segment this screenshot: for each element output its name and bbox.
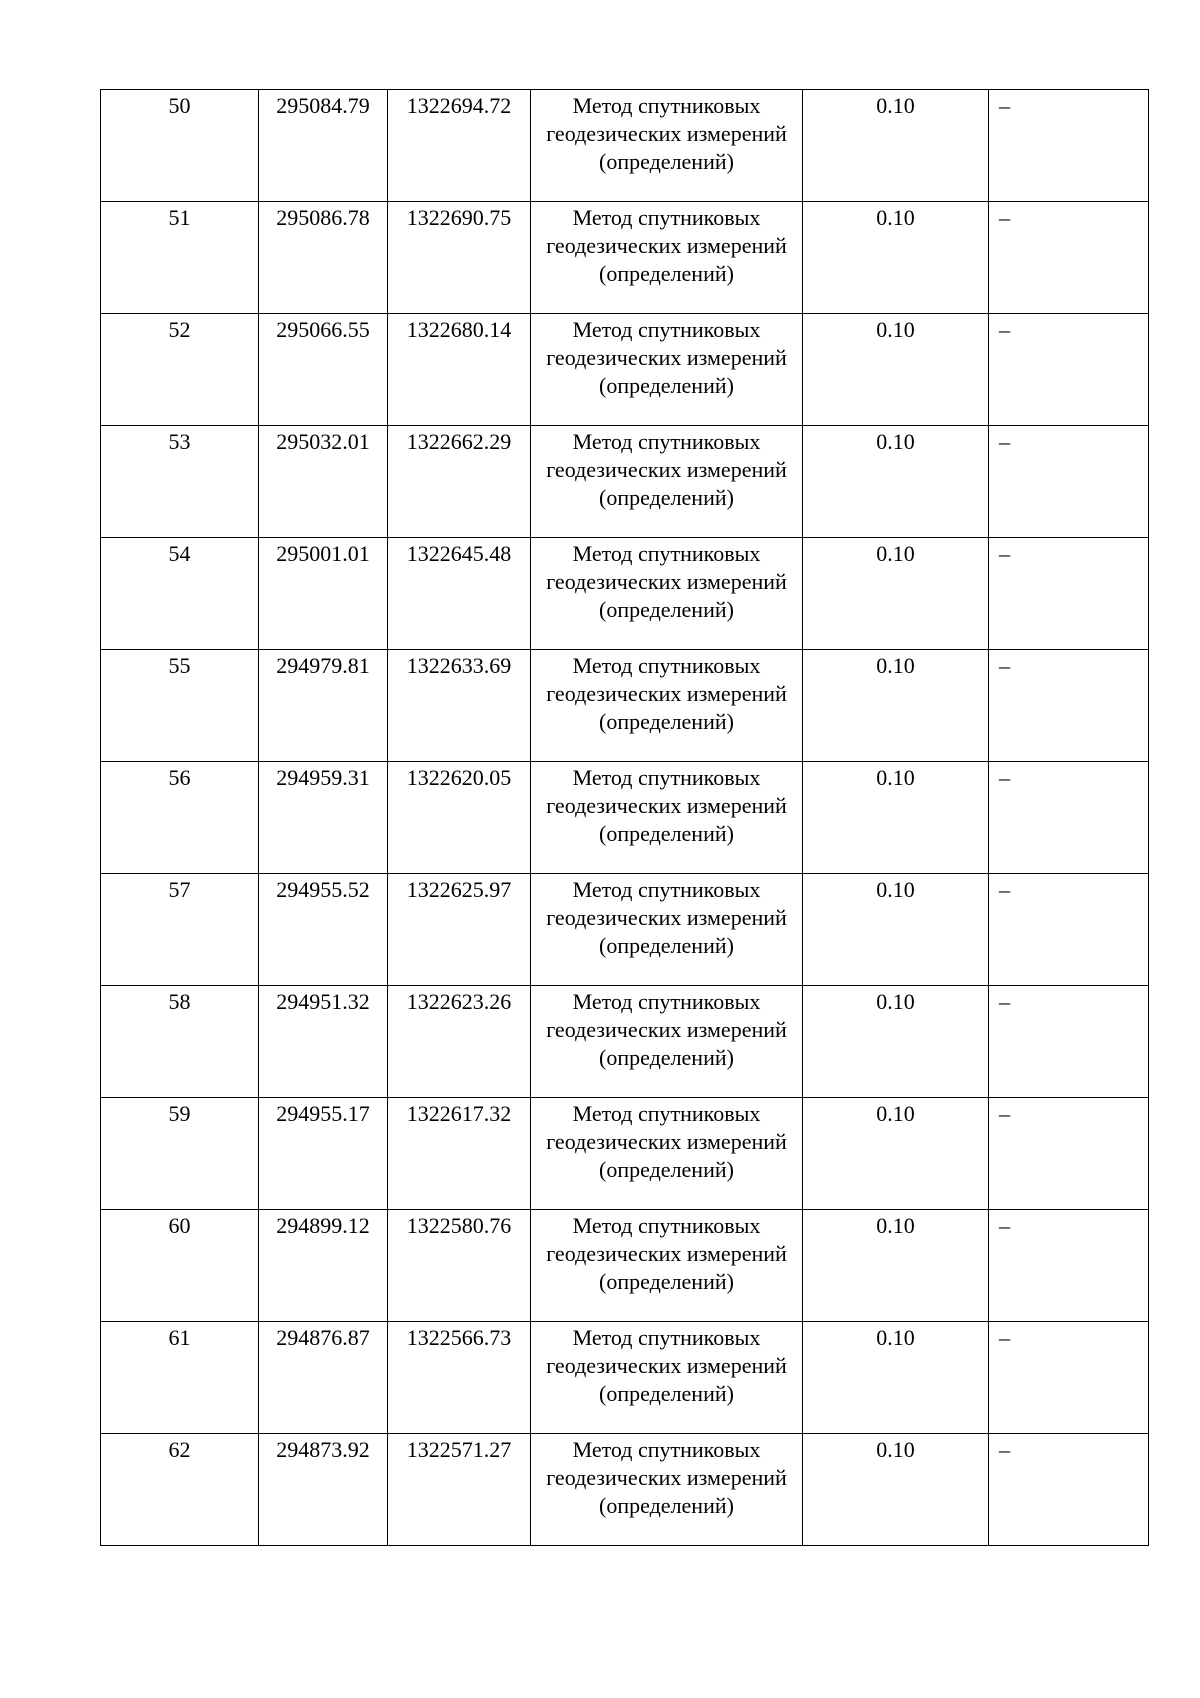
accuracy: 0.10: [876, 541, 915, 566]
point-number-cell: [101, 90, 259, 202]
method: Метод спутниковых геодезических измерений (определений): [546, 429, 787, 510]
method-cell: [531, 1434, 803, 1546]
y-coordinate-cell: [388, 762, 531, 874]
method-cell: [531, 762, 803, 874]
method-cell: [531, 426, 803, 538]
description: –: [999, 989, 1010, 1014]
description: –: [999, 93, 1010, 118]
accuracy-cell: [803, 1434, 989, 1546]
coordinates-table: [100, 89, 1149, 1546]
x-coordinate-cell: [259, 314, 388, 426]
method: Метод спутниковых геодезических измерений (определений): [546, 541, 787, 622]
method: Метод спутниковых геодезических измерений (определений): [546, 877, 787, 958]
accuracy-cell: [803, 986, 989, 1098]
y-coordinate: 1322566.73: [406, 1325, 512, 1350]
point-number: 57: [168, 877, 191, 902]
method: Метод спутниковых геодезических измерений (определений): [546, 1437, 787, 1518]
point-number-cell: [101, 538, 259, 650]
x-coordinate: 295032.01: [276, 429, 370, 454]
table-row: [101, 986, 1149, 1098]
x-coordinate: 294951.32: [276, 989, 370, 1014]
y-coordinate-cell: [388, 1434, 531, 1546]
description-cell: [989, 762, 1149, 874]
method: Метод спутниковых геодезических измерений (определений): [546, 317, 787, 398]
method-cell: [531, 202, 803, 314]
method-cell: [531, 314, 803, 426]
table-row: [101, 650, 1149, 762]
y-coordinate-cell: [388, 90, 531, 202]
point-number: 54: [168, 541, 191, 566]
accuracy: 0.10: [876, 317, 915, 342]
method-cell: [531, 1210, 803, 1322]
x-coordinate-cell: [259, 1434, 388, 1546]
y-coordinate: 1322620.05: [406, 765, 512, 790]
method: Метод спутниковых геодезических измерений (определений): [546, 205, 787, 286]
table-row: [101, 1434, 1149, 1546]
description-cell: [989, 986, 1149, 1098]
description: –: [999, 765, 1010, 790]
method: Метод спутниковых геодезических измерений (определений): [546, 1325, 787, 1406]
description: –: [999, 429, 1010, 454]
x-coordinate-cell: [259, 426, 388, 538]
y-coordinate: 1322571.27: [406, 1437, 512, 1462]
point-number: 52: [168, 317, 191, 342]
y-coordinate: 1322690.75: [406, 205, 512, 230]
y-coordinate-cell: [388, 650, 531, 762]
y-coordinate: 1322662.29: [406, 429, 512, 454]
accuracy-cell: [803, 650, 989, 762]
table-row: [101, 202, 1149, 314]
description-cell: [989, 1434, 1149, 1546]
description: –: [999, 1325, 1010, 1350]
method-cell: [531, 650, 803, 762]
accuracy-cell: [803, 1210, 989, 1322]
point-number: 58: [168, 989, 191, 1014]
x-coordinate: 294876.87: [276, 1325, 370, 1350]
x-coordinate-cell: [259, 538, 388, 650]
x-coordinate: 294899.12: [276, 1213, 370, 1238]
accuracy: 0.10: [876, 1325, 915, 1350]
x-coordinate: 295086.78: [276, 205, 370, 230]
description: –: [999, 653, 1010, 678]
description-cell: [989, 538, 1149, 650]
point-number: 59: [168, 1101, 191, 1126]
description-cell: [989, 90, 1149, 202]
description: –: [999, 1213, 1010, 1238]
x-coordinate: 294955.17: [276, 1101, 370, 1126]
point-number-cell: [101, 1210, 259, 1322]
point-number: 50: [168, 93, 191, 118]
accuracy-cell: [803, 202, 989, 314]
method-cell: [531, 538, 803, 650]
accuracy-cell: [803, 762, 989, 874]
point-number-cell: [101, 986, 259, 1098]
method: Метод спутниковых геодезических измерений (определений): [546, 989, 787, 1070]
table-row: [101, 1098, 1149, 1210]
accuracy-cell: [803, 538, 989, 650]
point-number: 51: [168, 205, 191, 230]
accuracy: 0.10: [876, 1437, 915, 1462]
y-coordinate-cell: [388, 1322, 531, 1434]
x-coordinate-cell: [259, 1098, 388, 1210]
accuracy-cell: [803, 1322, 989, 1434]
accuracy: 0.10: [876, 429, 915, 454]
method: Метод спутниковых геодезических измерений (определений): [546, 1213, 787, 1294]
description: –: [999, 1101, 1010, 1126]
accuracy-cell: [803, 90, 989, 202]
y-coordinate: 1322694.72: [406, 93, 512, 118]
x-coordinate: 294959.31: [276, 765, 370, 790]
table-row: [101, 1322, 1149, 1434]
coordinates-table-body: [101, 90, 1149, 1546]
accuracy-cell: [803, 314, 989, 426]
method-cell: [531, 90, 803, 202]
method: Метод спутниковых геодезических измерений (определений): [546, 653, 787, 734]
x-coordinate-cell: [259, 1322, 388, 1434]
x-coordinate: 294873.92: [276, 1437, 370, 1462]
point-number-cell: [101, 202, 259, 314]
point-number: 60: [168, 1213, 191, 1238]
accuracy: 0.10: [876, 765, 915, 790]
description: –: [999, 317, 1010, 342]
accuracy: 0.10: [876, 205, 915, 230]
description-cell: [989, 202, 1149, 314]
y-coordinate-cell: [388, 1210, 531, 1322]
point-number-cell: [101, 1098, 259, 1210]
y-coordinate: 1322645.48: [406, 541, 512, 566]
table-row: [101, 90, 1149, 202]
y-coordinate: 1322680.14: [406, 317, 512, 342]
table-row: [101, 874, 1149, 986]
accuracy: 0.10: [876, 653, 915, 678]
x-coordinate: 294979.81: [276, 653, 370, 678]
description: –: [999, 205, 1010, 230]
y-coordinate-cell: [388, 1098, 531, 1210]
method-cell: [531, 986, 803, 1098]
table-row: [101, 1210, 1149, 1322]
accuracy: 0.10: [876, 877, 915, 902]
point-number: 53: [168, 429, 191, 454]
y-coordinate-cell: [388, 874, 531, 986]
y-coordinate-cell: [388, 202, 531, 314]
method: Метод спутниковых геодезических измерений (определений): [546, 765, 787, 846]
method-cell: [531, 1322, 803, 1434]
x-coordinate: 295001.01: [276, 541, 370, 566]
accuracy-cell: [803, 1098, 989, 1210]
method-cell: [531, 1098, 803, 1210]
point-number: 56: [168, 765, 191, 790]
x-coordinate-cell: [259, 986, 388, 1098]
x-coordinate: 295066.55: [276, 317, 370, 342]
accuracy: 0.10: [876, 1213, 915, 1238]
y-coordinate-cell: [388, 986, 531, 1098]
point-number: 62: [168, 1437, 191, 1462]
description-cell: [989, 1322, 1149, 1434]
accuracy-cell: [803, 426, 989, 538]
y-coordinate: 1322580.76: [406, 1213, 512, 1238]
table-row: [101, 314, 1149, 426]
x-coordinate: 294955.52: [276, 877, 370, 902]
point-number-cell: [101, 1434, 259, 1546]
method: Метод спутниковых геодезических измерений (определений): [546, 1101, 787, 1182]
x-coordinate-cell: [259, 202, 388, 314]
point-number: 55: [168, 653, 191, 678]
table-row: [101, 538, 1149, 650]
point-number-cell: [101, 650, 259, 762]
description-cell: [989, 1098, 1149, 1210]
point-number-cell: [101, 874, 259, 986]
accuracy: 0.10: [876, 989, 915, 1014]
y-coordinate: 1322617.32: [406, 1101, 512, 1126]
description-cell: [989, 426, 1149, 538]
description-cell: [989, 874, 1149, 986]
y-coordinate-cell: [388, 426, 531, 538]
point-number-cell: [101, 1322, 259, 1434]
accuracy: 0.10: [876, 1101, 915, 1126]
x-coordinate: 295084.79: [276, 93, 370, 118]
description-cell: [989, 1210, 1149, 1322]
method-cell: [531, 874, 803, 986]
method: Метод спутниковых геодезических измерений (определений): [546, 93, 787, 174]
description: –: [999, 541, 1010, 566]
point-number-cell: [101, 762, 259, 874]
description: –: [999, 877, 1010, 902]
y-coordinate: 1322625.97: [406, 877, 512, 902]
x-coordinate-cell: [259, 762, 388, 874]
point-number-cell: [101, 426, 259, 538]
table-row: [101, 426, 1149, 538]
point-number: 61: [168, 1325, 191, 1350]
description-cell: [989, 314, 1149, 426]
point-number-cell: [101, 314, 259, 426]
table-row: [101, 762, 1149, 874]
description-cell: [989, 650, 1149, 762]
x-coordinate-cell: [259, 874, 388, 986]
x-coordinate-cell: [259, 1210, 388, 1322]
y-coordinate: 1322623.26: [406, 989, 512, 1014]
x-coordinate-cell: [259, 650, 388, 762]
y-coordinate-cell: [388, 538, 531, 650]
description: –: [999, 1437, 1010, 1462]
x-coordinate-cell: [259, 90, 388, 202]
y-coordinate-cell: [388, 314, 531, 426]
accuracy: 0.10: [876, 93, 915, 118]
accuracy-cell: [803, 874, 989, 986]
y-coordinate: 1322633.69: [406, 653, 512, 678]
